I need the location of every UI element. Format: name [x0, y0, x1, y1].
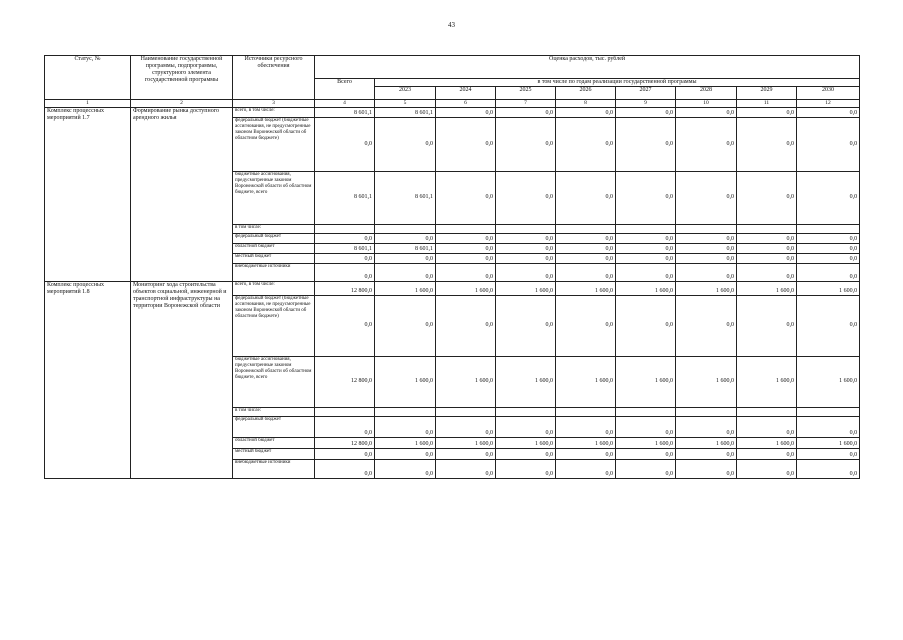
- column-number: 11: [737, 99, 797, 107]
- year-value: 0,0: [375, 253, 436, 263]
- year-value: 1 600,0: [556, 356, 616, 407]
- year-value: [797, 407, 860, 416]
- year-value: 0,0: [676, 263, 737, 281]
- total-value: 0,0: [315, 416, 375, 437]
- year-value: [737, 407, 797, 416]
- year-value: 1 600,0: [737, 437, 797, 448]
- year-value: 0,0: [496, 448, 556, 459]
- year-value: 0,0: [797, 295, 860, 356]
- year-value: 1 600,0: [616, 437, 676, 448]
- header-year-2029: 2029: [737, 86, 797, 99]
- year-value: 0,0: [797, 171, 860, 224]
- header-year-2027: 2027: [616, 86, 676, 99]
- year-value: 0,0: [616, 107, 676, 117]
- year-value: 0,0: [556, 243, 616, 253]
- year-value: 0,0: [436, 416, 496, 437]
- year-value: 0,0: [676, 243, 737, 253]
- page-number: 43: [448, 21, 455, 29]
- year-value: 1 600,0: [375, 281, 436, 295]
- program-name: Мониторинг хода строительства объектов социальной, инженерной и транспортной инфраструктуры на территории Воронежской области: [131, 281, 233, 478]
- header-status: Статус, №: [45, 56, 131, 100]
- header-name: Наименование государственной программы, подпрограммы, структурного элемента государственной программы: [131, 56, 233, 100]
- year-value: 0,0: [436, 448, 496, 459]
- year-value: 0,0: [556, 253, 616, 263]
- year-value: 0,0: [556, 459, 616, 478]
- year-value: [616, 224, 676, 233]
- year-value: 0,0: [797, 448, 860, 459]
- year-value: 0,0: [375, 233, 436, 243]
- year-value: 0,0: [496, 295, 556, 356]
- year-value: 1 600,0: [496, 356, 556, 407]
- year-value: 0,0: [436, 295, 496, 356]
- year-value: [436, 224, 496, 233]
- year-value: 0,0: [616, 171, 676, 224]
- year-value: 0,0: [616, 243, 676, 253]
- year-value: 1 600,0: [556, 437, 616, 448]
- year-value: 0,0: [496, 117, 556, 171]
- funding-source: внебюджетные источники: [233, 459, 315, 478]
- year-value: 1 600,0: [797, 281, 860, 295]
- year-value: 0,0: [676, 253, 737, 263]
- year-value: 0,0: [556, 107, 616, 117]
- total-value: 12 800,0: [315, 437, 375, 448]
- year-value: 0,0: [375, 117, 436, 171]
- column-number: 7: [496, 99, 556, 107]
- year-value: 0,0: [616, 459, 676, 478]
- year-value: 0,0: [436, 171, 496, 224]
- year-value: 0,0: [496, 107, 556, 117]
- year-value: [556, 407, 616, 416]
- total-value: 8 601,1: [315, 107, 375, 117]
- year-value: 1 600,0: [436, 437, 496, 448]
- total-value: 12 800,0: [315, 356, 375, 407]
- year-value: 0,0: [797, 117, 860, 171]
- year-value: 0,0: [496, 459, 556, 478]
- total-value: [315, 407, 375, 416]
- year-value: [797, 224, 860, 233]
- year-value: 0,0: [797, 107, 860, 117]
- funding-source: федеральный бюджет (бюджетные ассигнования, не предусмотренные законом Воронежской области об областном бюджете): [233, 295, 315, 356]
- header-total: Всего: [315, 79, 375, 100]
- year-value: 1 600,0: [797, 437, 860, 448]
- year-value: 0,0: [616, 233, 676, 243]
- column-number: 4: [315, 99, 375, 107]
- year-value: 1 600,0: [496, 437, 556, 448]
- year-value: 1 600,0: [496, 281, 556, 295]
- year-value: 0,0: [496, 253, 556, 263]
- year-value: 1 600,0: [616, 356, 676, 407]
- year-value: [436, 407, 496, 416]
- total-value: 0,0: [315, 253, 375, 263]
- column-number: 10: [676, 99, 737, 107]
- year-value: 1 600,0: [616, 281, 676, 295]
- year-value: 0,0: [676, 448, 737, 459]
- year-value: 0,0: [676, 233, 737, 243]
- year-value: 0,0: [737, 233, 797, 243]
- funding-source: бюджетные ассигнования, предусмотренные законом Воронежской области об областном бюджете, всего: [233, 171, 315, 224]
- year-value: 0,0: [556, 233, 616, 243]
- year-value: 1 600,0: [676, 281, 737, 295]
- header-by-years: в том числе по годам реализации государственной программы: [375, 79, 860, 87]
- year-value: 0,0: [797, 243, 860, 253]
- year-value: 0,0: [737, 448, 797, 459]
- funding-source: местный бюджет: [233, 253, 315, 263]
- column-number: 9: [616, 99, 676, 107]
- total-value: 12 800,0: [315, 281, 375, 295]
- column-number: 5: [375, 99, 436, 107]
- total-value: 0,0: [315, 448, 375, 459]
- year-value: 0,0: [436, 459, 496, 478]
- total-value: 0,0: [315, 263, 375, 281]
- funding-source: областной бюджет: [233, 243, 315, 253]
- total-value: 0,0: [315, 233, 375, 243]
- column-number: 2: [131, 99, 233, 107]
- year-value: 0,0: [737, 295, 797, 356]
- year-value: 8 601,1: [375, 243, 436, 253]
- total-value: 0,0: [315, 117, 375, 171]
- year-value: 0,0: [436, 243, 496, 253]
- column-number: 12: [797, 99, 860, 107]
- header-year-2026: 2026: [556, 86, 616, 99]
- year-value: [375, 407, 436, 416]
- year-value: 0,0: [436, 233, 496, 243]
- year-value: 0,0: [676, 171, 737, 224]
- year-value: 0,0: [375, 416, 436, 437]
- year-value: 0,0: [616, 263, 676, 281]
- total-value: 8 601,1: [315, 171, 375, 224]
- year-value: [556, 224, 616, 233]
- year-value: 0,0: [375, 295, 436, 356]
- funding-source: местный бюджет: [233, 448, 315, 459]
- total-value: 0,0: [315, 295, 375, 356]
- funding-source: федеральный бюджет: [233, 233, 315, 243]
- funding-source: бюджетные ассигнования, предусмотренные законом Воронежской области об областном бюджете, всего: [233, 356, 315, 407]
- table-row: [45, 281, 860, 295]
- year-value: 0,0: [737, 416, 797, 437]
- year-value: 0,0: [676, 295, 737, 356]
- year-value: 0,0: [676, 459, 737, 478]
- program-name: Формирование рынка доступного арендного жилья: [131, 107, 233, 281]
- year-value: 0,0: [556, 448, 616, 459]
- total-value: 0,0: [315, 459, 375, 478]
- year-value: 0,0: [496, 243, 556, 253]
- year-value: 0,0: [556, 416, 616, 437]
- header-year-2023: 2023: [375, 86, 436, 99]
- year-value: 0,0: [496, 233, 556, 243]
- year-value: 0,0: [616, 253, 676, 263]
- budget-table: [44, 55, 860, 479]
- total-value: 8 601,1: [315, 243, 375, 253]
- year-value: 1 600,0: [375, 356, 436, 407]
- year-value: 0,0: [496, 171, 556, 224]
- year-value: 0,0: [737, 253, 797, 263]
- year-value: 0,0: [436, 107, 496, 117]
- year-value: 0,0: [797, 263, 860, 281]
- year-value: 0,0: [496, 416, 556, 437]
- header-year-2030: 2030: [797, 86, 860, 99]
- year-value: 0,0: [676, 117, 737, 171]
- year-value: 0,0: [737, 117, 797, 171]
- header-year-2028: 2028: [676, 86, 737, 99]
- column-number: 1: [45, 99, 131, 107]
- year-value: 1 600,0: [375, 437, 436, 448]
- header-year-2025: 2025: [496, 86, 556, 99]
- year-value: [616, 407, 676, 416]
- total-value: [315, 224, 375, 233]
- year-value: 0,0: [375, 263, 436, 281]
- year-value: [496, 407, 556, 416]
- year-value: 0,0: [676, 107, 737, 117]
- year-value: 0,0: [436, 263, 496, 281]
- header-estimate: Оценка расходов, тыс. рублей: [315, 56, 860, 79]
- year-value: 1 600,0: [737, 356, 797, 407]
- year-value: 0,0: [737, 107, 797, 117]
- year-value: 8 601,1: [375, 171, 436, 224]
- year-value: 1 600,0: [556, 281, 616, 295]
- year-value: [676, 224, 737, 233]
- year-value: 1 600,0: [797, 356, 860, 407]
- year-value: 0,0: [797, 459, 860, 478]
- funding-source: всего, в том числе:: [233, 281, 315, 295]
- year-value: 1 600,0: [436, 356, 496, 407]
- funding-source: всего, в том числе:: [233, 107, 315, 117]
- year-value: 0,0: [436, 117, 496, 171]
- year-value: 0,0: [375, 459, 436, 478]
- year-value: 0,0: [556, 171, 616, 224]
- year-value: 0,0: [737, 243, 797, 253]
- year-value: 0,0: [797, 233, 860, 243]
- year-value: 8 601,1: [375, 107, 436, 117]
- year-value: [676, 407, 737, 416]
- header-year-2024: 2024: [436, 86, 496, 99]
- funding-source: областной бюджет: [233, 437, 315, 448]
- year-value: 1 600,0: [676, 437, 737, 448]
- year-value: 0,0: [616, 448, 676, 459]
- year-value: 1 600,0: [676, 356, 737, 407]
- funding-source: федеральный бюджет: [233, 416, 315, 437]
- year-value: 1 600,0: [737, 281, 797, 295]
- year-value: 0,0: [737, 459, 797, 478]
- year-value: 0,0: [556, 117, 616, 171]
- year-value: 0,0: [797, 253, 860, 263]
- year-value: 1 600,0: [436, 281, 496, 295]
- year-value: 0,0: [436, 253, 496, 263]
- column-number: 6: [436, 99, 496, 107]
- funding-source: федеральный бюджет (бюджетные ассигнования, не предусмотренные законом Воронежской области об областном бюджете): [233, 117, 315, 171]
- year-value: 0,0: [496, 263, 556, 281]
- year-value: 0,0: [737, 263, 797, 281]
- funding-source: в том числе:: [233, 407, 315, 416]
- year-value: 0,0: [616, 117, 676, 171]
- funding-source: в том числе:: [233, 224, 315, 233]
- year-value: [375, 224, 436, 233]
- year-value: [496, 224, 556, 233]
- program-status: Комплекс процессных мероприятий 1.8: [45, 281, 131, 478]
- year-value: 0,0: [375, 448, 436, 459]
- funding-source: внебюджетные источники: [233, 263, 315, 281]
- year-value: 0,0: [556, 263, 616, 281]
- year-value: 0,0: [797, 416, 860, 437]
- column-number: 3: [233, 99, 315, 107]
- year-value: 0,0: [556, 295, 616, 356]
- year-value: 0,0: [616, 295, 676, 356]
- year-value: 0,0: [616, 416, 676, 437]
- column-number: 8: [556, 99, 616, 107]
- year-value: 0,0: [676, 416, 737, 437]
- year-value: 0,0: [737, 171, 797, 224]
- header-sources: Источники ресурсного обеспечения: [233, 56, 315, 100]
- table-row: [45, 107, 860, 117]
- year-value: [737, 224, 797, 233]
- program-status: Комплекс процессных мероприятий 1.7: [45, 107, 131, 281]
